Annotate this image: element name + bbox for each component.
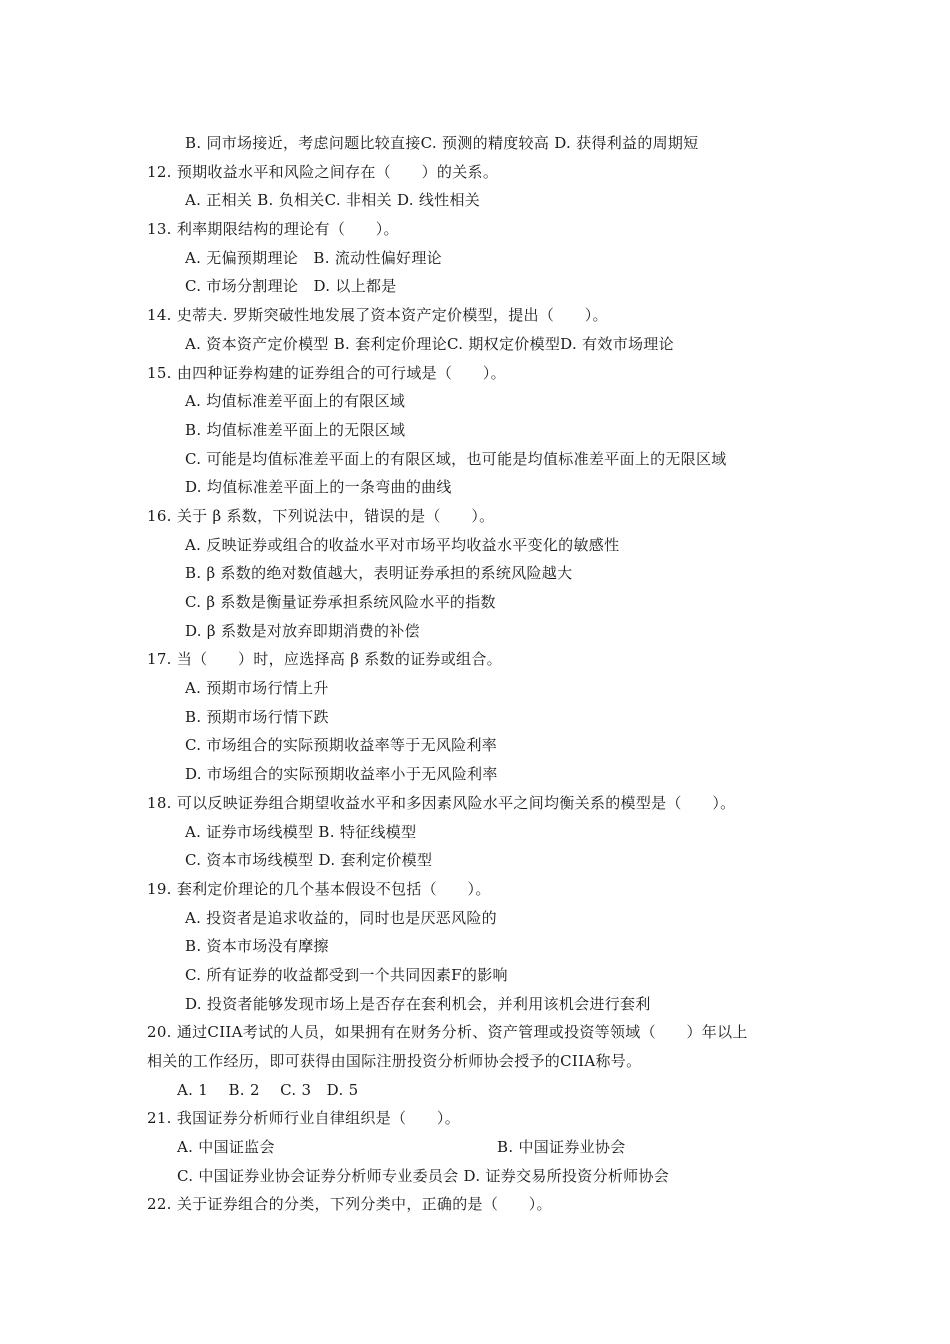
question-21: 21. 我国证券分析师行业自律组织是（ ）。 bbox=[147, 1109, 461, 1128]
option-line: C. 所有证券的收益都受到一个共同因素F的影响 bbox=[185, 965, 508, 984]
option-line: C. 中国证券业协会证券分析师专业委员会 D. 证券交易所投资分析师协会 bbox=[177, 1166, 670, 1185]
option-line: D. β 系数是对放弃即期消费的补偿 bbox=[185, 621, 420, 640]
document-page bbox=[0, 129, 950, 1219]
question-20-continued: 相关的工作经历，即可获得由国际注册投资分析师协会授予的CIIA称号。 bbox=[147, 1052, 642, 1070]
option-line: B. 均值标准差平面上的无限区域 bbox=[185, 420, 406, 439]
option-line: C. 市场组合的实际预期收益率等于无风险利率 bbox=[185, 736, 498, 755]
option-line: C. 可能是均值标准差平面上的有限区域，也可能是均值标准差平面上的无限区域 bbox=[185, 449, 727, 468]
question-12: 12. 预期收益水平和风险之间存在（ ）的关系。 bbox=[147, 162, 499, 181]
option-line: C. 市场分割理论 D. 以上都是 bbox=[185, 277, 397, 296]
question-22: 22. 关于证券组合的分类，下列分类中，正确的是（ ）。 bbox=[147, 1195, 552, 1214]
option-line: B. 预期市场行情下跌 bbox=[185, 707, 329, 726]
question-20: 20. 通过CIIA考试的人员，如果拥有在财务分析、资产管理或投资等领域（ ）年以上 bbox=[147, 1023, 748, 1042]
option-line: A. 预期市场行情上升 bbox=[185, 679, 329, 698]
option-line: A. 1 B. 2 C. 3 D. 5 bbox=[177, 1080, 359, 1099]
option-line: A. 资本资产定价模型 B. 套利定价理论C. 期权定价模型D. 有效市场理论 bbox=[185, 334, 674, 353]
question-19: 19. 套利定价理论的几个基本假设不包括（ ）。 bbox=[147, 879, 491, 898]
option-row bbox=[0, 1133, 950, 1162]
option-line: D. 投资者能够发现市场上是否存在套利机会，并利用该机会进行套利 bbox=[185, 994, 651, 1013]
option-b: B. 中国证券业协会 bbox=[497, 1138, 626, 1157]
option-line: C. 资本市场线模型 D. 套利定价模型 bbox=[185, 851, 433, 870]
option-line: D. 均值标准差平面上的一条弯曲的曲线 bbox=[185, 478, 452, 497]
option-a: A. 中国证监会 bbox=[177, 1138, 275, 1157]
option-line: A. 投资者是追求收益的，同时也是厌恶风险的 bbox=[185, 908, 497, 927]
option-line: A. 反映证券或组合的收益水平对市场平均收益水平变化的敏感性 bbox=[185, 535, 620, 554]
question-13: 13. 利率期限结构的理论有（ ）。 bbox=[147, 220, 399, 239]
option-line: B. β 系数的绝对数值越大，表明证券承担的系统风险越大 bbox=[185, 564, 573, 583]
option-line: B. 资本市场没有摩擦 bbox=[185, 937, 329, 956]
question-17: 17. 当（ ）时，应选择高 β 系数的证券或组合。 bbox=[147, 650, 502, 669]
option-line: A. 证券市场线模型 B. 特征线模型 bbox=[185, 822, 417, 841]
question-15: 15. 由四种证券构建的证券组合的可行域是（ ）。 bbox=[147, 363, 506, 382]
question-18: 18. 可以反映证券组合期望收益水平和多因素风险水平之间均衡关系的模型是（ ）。 bbox=[147, 793, 736, 812]
question-16: 16. 关于 β 系数，下列说法中，错误的是（ ）。 bbox=[147, 506, 495, 525]
question-14: 14. 史蒂夫. 罗斯突破性地发展了资本资产定价模型，提出（ ）。 bbox=[147, 306, 608, 325]
option-line: A. 无偏预期理论 B. 流动性偏好理论 bbox=[185, 248, 442, 267]
option-line: A. 正相关 B. 负相关C. 非相关 D. 线性相关 bbox=[185, 191, 481, 210]
option-line: A. 均值标准差平面上的有限区域 bbox=[185, 392, 406, 411]
option-line: B. 同市场接近，考虑问题比较直接C. 预测的精度较高 D. 获得利益的周期短 bbox=[185, 134, 699, 152]
option-line: D. 市场组合的实际预期收益率小于无风险利率 bbox=[185, 765, 498, 784]
option-line: C. β 系数是衡量证券承担系统风险水平的指数 bbox=[185, 593, 496, 611]
